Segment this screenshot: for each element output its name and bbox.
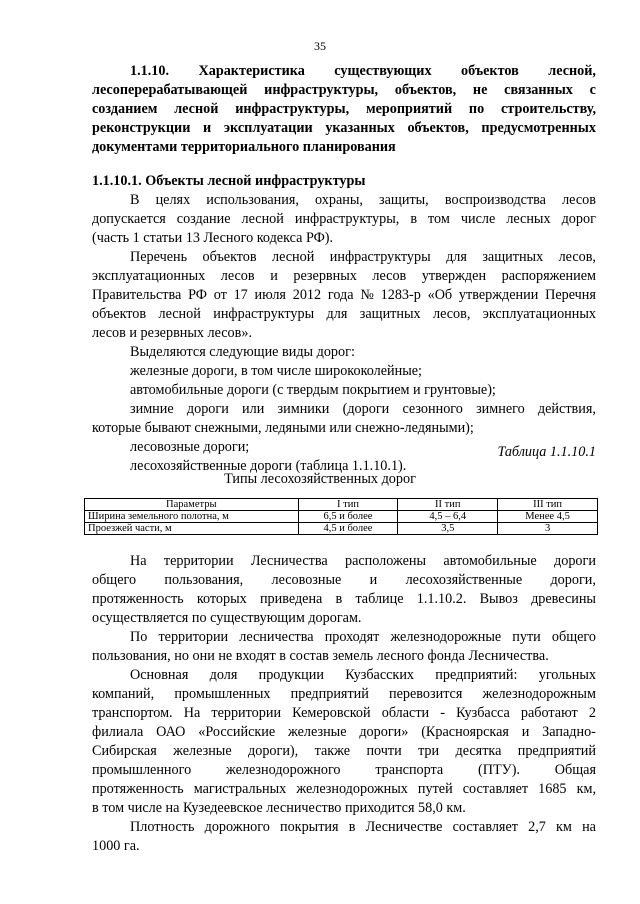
heading-word: мероприятий [365, 101, 453, 117]
roads-intro: Выделяются следующие виды дорог: [130, 344, 355, 360]
word: компаний, [92, 686, 155, 702]
word: работают [520, 705, 578, 721]
word: лесных [506, 211, 551, 227]
word: № [360, 287, 374, 303]
word: дорог [561, 211, 596, 227]
word: от [213, 287, 227, 303]
heading-word: инфраструктуры, [235, 101, 350, 117]
word: почти [366, 743, 402, 759]
word: резервных [293, 268, 357, 284]
heading-word: эксплуатации [223, 120, 313, 136]
p5-line-8: в том числе на Кузедеевское лесничество приходится 58,0 км. [92, 800, 466, 816]
heading-word: по [468, 101, 485, 117]
word: защитных [359, 306, 421, 322]
heading-word: 1.1.10. [130, 63, 170, 79]
p5-line-3 [92, 704, 596, 722]
word: расположены [344, 553, 427, 569]
word: распоряжением [501, 268, 596, 284]
word: В [130, 192, 140, 208]
word: протяженность [92, 781, 184, 797]
p5-line-4 [92, 723, 596, 741]
word: км, [576, 781, 596, 797]
word: лесов [220, 268, 255, 284]
table-title: Типы лесохозяйственных дорог [224, 471, 416, 487]
word: филиала [92, 724, 144, 740]
heading-word: реконструкции [92, 120, 191, 136]
word: проходят [324, 629, 380, 645]
p2-line-5: лесов и резервных лесов». [92, 325, 252, 341]
word: дороги [186, 401, 229, 417]
word: Западно- [542, 724, 596, 740]
word: Кемеровской [292, 705, 371, 721]
word: на [582, 819, 596, 835]
word: предприятий [517, 743, 596, 759]
word: «Российские [198, 724, 276, 740]
heading-word: предусмотренных [481, 120, 596, 136]
word: лесной [272, 249, 315, 265]
p2-line-3 [92, 286, 596, 304]
table-cell: Менее 4,5 [498, 511, 598, 523]
word: Перечень [130, 249, 188, 265]
word: пользования, [164, 572, 244, 588]
p2-line-1 [130, 248, 596, 266]
table-cell: 6,5 и более [298, 511, 398, 523]
word: составляет [452, 819, 518, 835]
table-cell: Проезжей части, м [85, 523, 299, 535]
word: На [183, 705, 201, 721]
word: Кузбасских [345, 667, 415, 683]
word: области [381, 705, 430, 721]
word: Правительства [92, 287, 182, 303]
p4-line-2: пользования, но они не входят в состав земель лесного фонда Лесничества. [92, 648, 549, 664]
word: железнодорожного [225, 762, 341, 778]
word: Плотность [130, 819, 195, 835]
table-cell: 4,5 и более [298, 523, 398, 535]
word: лесной [241, 211, 284, 227]
word: защитных [482, 249, 544, 265]
word: утвержден [421, 268, 487, 284]
heading-word: лесной [174, 101, 219, 117]
word: для [446, 249, 467, 265]
word: действия, [537, 401, 596, 417]
word: древесины [531, 591, 596, 607]
p5-line-7 [92, 780, 596, 798]
word: транспорта [375, 762, 444, 778]
heading-word: созданием [92, 101, 158, 117]
p4-line-1 [130, 628, 596, 646]
heading-word: объектов, [394, 82, 457, 98]
word: объектов [202, 249, 257, 265]
word: продукции [258, 667, 324, 683]
table-header-row [85, 499, 598, 511]
word: путей [417, 781, 453, 797]
word: транспортом. [92, 705, 173, 721]
table-header-cell: II тип [398, 499, 498, 511]
word: общего [92, 572, 137, 588]
road-winter-line-2: которые бывают снежными, ледяными или снежно-ледяными); [92, 420, 474, 436]
word: (Красноярская [421, 724, 509, 740]
word: угольных [538, 667, 596, 683]
heading-word: указанных [325, 120, 395, 136]
word: лесохозяйственные [405, 572, 523, 588]
p6-line-2: 1000 га. [92, 838, 140, 854]
heading-word: объектов, [407, 120, 469, 136]
word: магистральных [193, 781, 287, 797]
word: инфраструктуры [213, 306, 315, 322]
table-caption: Таблица 1.1.10.1 [497, 444, 596, 460]
word: лесов, [433, 306, 471, 322]
heading-word: существующих [334, 63, 432, 79]
road-logging: лесовозные дороги; [130, 439, 250, 455]
word: создание [176, 211, 231, 227]
p2-line-2 [92, 267, 596, 285]
word: Сибирская [92, 743, 157, 759]
word: в [410, 211, 418, 227]
word: территории [158, 629, 229, 645]
word: лесничества [239, 629, 314, 645]
word: июля [254, 287, 286, 303]
word: «Об [427, 287, 453, 303]
word: лесовозные [271, 572, 342, 588]
word: в [348, 819, 356, 835]
table-row [85, 511, 598, 523]
heading-word: с [589, 82, 596, 98]
word: На [130, 553, 147, 569]
word: таблице [355, 591, 404, 607]
word: Лесничества [250, 553, 328, 569]
road-forestry: лесохозяйственные дороги (таблица 1.1.10.1). [130, 458, 407, 474]
word: промышленного [92, 762, 192, 778]
word: покрытия [280, 819, 339, 835]
p3-line-1 [130, 552, 596, 570]
word: По [130, 629, 148, 645]
p5-line-2 [92, 685, 596, 703]
table-cell: 3,5 [398, 523, 498, 535]
word: зимнего [476, 401, 525, 417]
word: км [556, 819, 572, 835]
word: - [440, 705, 445, 721]
word: объектов [92, 306, 147, 322]
heading-word: Характеристика [198, 63, 305, 79]
word: для [326, 306, 348, 322]
page-number: 35 [314, 39, 326, 53]
word: территории [211, 705, 282, 721]
table-cell: Ширина земельного полотна, м [85, 511, 299, 523]
table-cell: 4,5 – 6,4 [398, 511, 498, 523]
word: лесов [372, 268, 407, 284]
table-header-cell: I тип [298, 499, 398, 511]
word: в [335, 591, 343, 607]
word: зимние [130, 401, 174, 417]
word: дороги [554, 553, 596, 569]
word: эксплуатационных [92, 268, 206, 284]
table-header-cell: III тип [498, 499, 598, 511]
word: дороги, [550, 572, 596, 588]
word: дорожного [204, 819, 270, 835]
p3-line-4: осуществляется по существующим дорогам. [92, 610, 362, 626]
word: доля [209, 667, 238, 683]
word: и [369, 572, 378, 588]
heading-line-3 [92, 100, 596, 118]
word: также [314, 743, 351, 759]
word: числе [460, 211, 496, 227]
word: воспроизводства [444, 192, 546, 208]
word: железнодорожные [390, 629, 502, 645]
section-subheading: 1.1.10.1. Объекты лесной инфраструктуры [92, 173, 366, 189]
word: РФ [188, 287, 207, 303]
word: или [242, 401, 265, 417]
p1-line-2 [92, 210, 596, 228]
heading-word: и [203, 120, 212, 136]
word: 1685 [538, 781, 567, 797]
word: целях [155, 192, 191, 208]
word: предприятий [290, 686, 369, 702]
word: промышленных [174, 686, 271, 702]
word: 2 [588, 705, 596, 721]
word: железнодорожных [296, 781, 408, 797]
word: защиты, [379, 192, 429, 208]
word: том [428, 211, 450, 227]
word: лесов [562, 192, 596, 208]
word: Вывоз [479, 591, 518, 607]
road-railway: железные дороги, в том числе ширококолейные; [130, 363, 422, 379]
road-winter-line-1 [130, 400, 596, 418]
word: утверждении [458, 287, 539, 303]
word: 2,7 [528, 819, 546, 835]
word: пути [512, 629, 541, 645]
p3-line-3 [92, 590, 596, 608]
word: составляет [462, 781, 529, 797]
word: дороги), [248, 743, 299, 759]
word: которых [196, 591, 247, 607]
word: Лесничестве [365, 819, 443, 835]
heading-word: объектов [461, 63, 519, 79]
heading-line-5: документами территориального планирования [92, 139, 396, 155]
word: десятка [455, 743, 502, 759]
heading-line-2 [92, 81, 596, 99]
heading-line-4 [92, 119, 596, 137]
p1-line-1 [130, 191, 596, 209]
road-types-table [84, 498, 598, 535]
word: ОАО [156, 724, 186, 740]
table-header-cell: Параметры [85, 499, 299, 511]
word: и [270, 268, 278, 284]
word: (дороги [342, 401, 390, 417]
word: железные [288, 724, 347, 740]
heading-word: связанных [504, 82, 573, 98]
heading-word: не [472, 82, 488, 98]
word: приведена [259, 591, 323, 607]
word: Кузбасса [456, 705, 510, 721]
p5-line-5 [92, 742, 596, 760]
heading-word: инфраструктуры, [264, 82, 379, 98]
word: и [521, 724, 530, 740]
heading-word: строительству, [501, 101, 596, 117]
p1-line-3: (часть 1 статьи 13 Лесного кодекса РФ). [92, 230, 334, 246]
heading-word: лесной, [548, 63, 596, 79]
word: лесов, [558, 249, 596, 265]
table-row [85, 523, 598, 535]
word: допускается [92, 211, 166, 227]
word: (ПТУ). [478, 762, 520, 778]
word: 1283-р [380, 287, 421, 303]
word: территории [163, 553, 234, 569]
word: сезонного [402, 401, 463, 417]
p5-line-6 [92, 761, 596, 779]
word: 1.1.10.2. [416, 591, 467, 607]
table-cell: 3 [498, 523, 598, 535]
word: Основная [130, 667, 189, 683]
road-automobile: автомобильные дороги (с твердым покрытием и грунтовые); [130, 382, 496, 398]
word: года [327, 287, 354, 303]
word: инфраструктуры, [294, 211, 400, 227]
word: зимники [277, 401, 330, 417]
word: общего [551, 629, 596, 645]
p3-line-2 [92, 571, 596, 589]
word: железнодорожным [482, 686, 596, 702]
p6-line-1 [130, 818, 596, 836]
word: инфраструктуры [329, 249, 431, 265]
word: три [418, 743, 440, 759]
word: использования, [206, 192, 299, 208]
heading-line-1 [130, 62, 596, 80]
p2-line-4 [92, 305, 596, 323]
word: эксплуатационных [482, 306, 596, 322]
heading-word: лесоперерабатывающей [92, 82, 248, 98]
p5-line-1 [130, 666, 596, 684]
word: предприятий: [435, 667, 518, 683]
word: автомобильные [443, 553, 537, 569]
word: 2012 [292, 287, 322, 303]
word: железные [173, 743, 232, 759]
word: 17 [233, 287, 248, 303]
word: протяженность [92, 591, 184, 607]
word: охраны, [315, 192, 363, 208]
word: Перечня [545, 287, 596, 303]
word: лесной [158, 306, 201, 322]
word: Общая [554, 762, 596, 778]
word: дороги» [359, 724, 409, 740]
word: перевозится [389, 686, 463, 702]
